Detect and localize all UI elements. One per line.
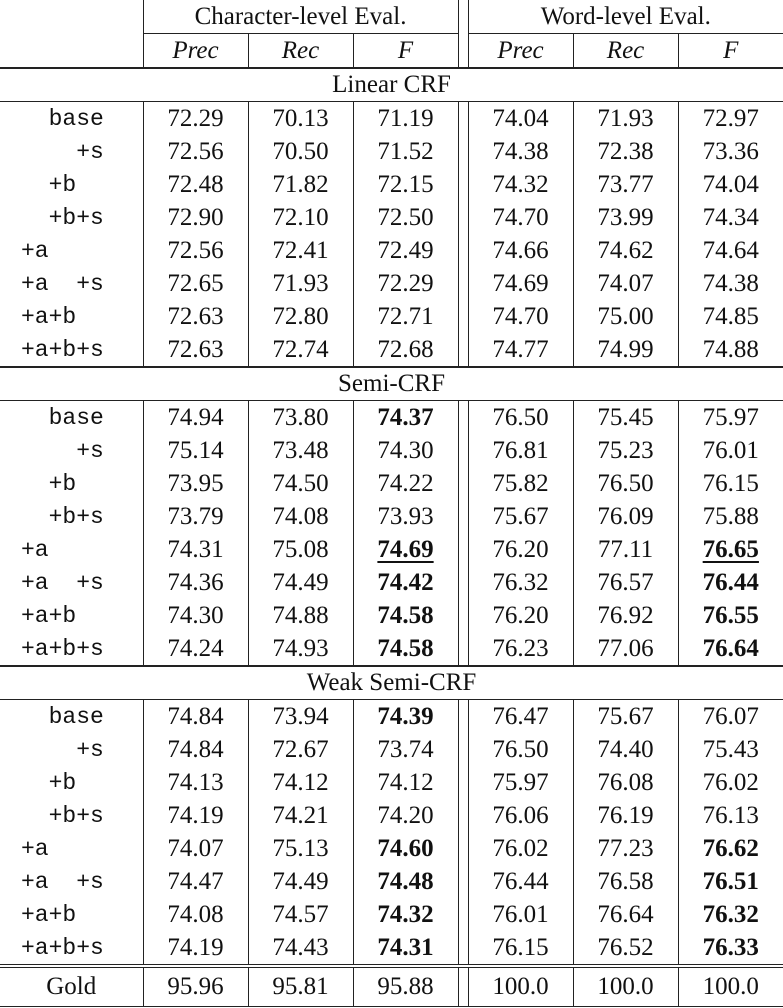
- word-level-header: Word-level Eval.: [540, 2, 711, 30]
- section-header-row: [0, 68, 783, 102]
- table-row: [0, 799, 783, 832]
- row-label: [0, 832, 143, 865]
- value-cell: 76.62: [678, 832, 783, 865]
- value-cell: 76.44: [492, 867, 549, 895]
- value-cell: 76.65: [678, 533, 783, 566]
- row-label: [0, 234, 143, 267]
- table-row: [0, 700, 783, 734]
- label-indent: [21, 770, 49, 796]
- row-label-text: +a+b+s: [21, 635, 104, 662]
- value-cell: 75.88: [678, 500, 783, 533]
- value-cell: 76.23: [492, 634, 549, 662]
- value-cell: 76.15: [492, 933, 549, 961]
- column-separator: [458, 434, 468, 467]
- value-cell: 76.06: [492, 801, 549, 829]
- value-cell: 74.30: [353, 434, 458, 467]
- gold-value-cell: 95.88: [353, 966, 458, 1007]
- value-cell: 74.32: [353, 898, 458, 931]
- row-label: [0, 566, 143, 599]
- row-label: [0, 599, 143, 632]
- column-separator: [458, 898, 468, 931]
- value-cell: 76.02: [678, 766, 783, 799]
- column-separator: [458, 799, 468, 832]
- value-cell: 70.50: [248, 135, 353, 168]
- table-row: [0, 766, 783, 799]
- column-separator: [458, 865, 468, 898]
- value-cell: 74.49: [248, 865, 353, 898]
- row-label-text: +s: [76, 138, 104, 165]
- value-cell: 74.88: [678, 333, 783, 367]
- table-row: [0, 832, 783, 865]
- gold-value-cell: 95.96: [143, 966, 248, 1007]
- label-indent: [21, 106, 49, 132]
- value-cell: 74.20: [353, 799, 458, 832]
- value-cell: 74.84: [143, 700, 248, 734]
- column-separator: [458, 267, 468, 300]
- row-label: [0, 898, 143, 931]
- value-cell: 71.93: [573, 102, 678, 136]
- row-label-text: +b: [48, 470, 77, 497]
- value-cell: 74.62: [573, 234, 678, 267]
- value-cell: 76.02: [492, 834, 549, 862]
- metric-header: Rec: [248, 34, 353, 69]
- value-cell: 74.34: [678, 201, 783, 234]
- value-cell: 74.24: [143, 632, 248, 666]
- row-label: [0, 500, 143, 533]
- value-cell: 76.92: [573, 599, 678, 632]
- column-separator: [458, 300, 468, 333]
- row-label: [0, 533, 143, 566]
- value-cell: 77.06: [573, 632, 678, 666]
- table-row: [0, 599, 783, 632]
- value-cell: 74.43: [248, 931, 353, 966]
- gold-value-cell: 100.0: [678, 966, 783, 1007]
- section-header-row: [0, 367, 783, 401]
- value-cell: 77.23: [573, 832, 678, 865]
- value-cell: 74.08: [248, 500, 353, 533]
- table-row: [0, 865, 783, 898]
- value-cell: 74.36: [143, 566, 248, 599]
- metric-header: F: [678, 34, 783, 69]
- table-row: [0, 201, 783, 234]
- value-cell: 76.01: [492, 900, 549, 928]
- row-label: [0, 201, 143, 234]
- value-cell: 74.22: [353, 467, 458, 500]
- value-cell: 71.52: [353, 135, 458, 168]
- section-title: Linear CRF: [0, 68, 783, 102]
- value-cell: 72.56: [143, 234, 248, 267]
- value-cell: 76.20: [492, 601, 549, 629]
- column-separator: [458, 832, 468, 865]
- table-row: [0, 168, 783, 201]
- value-cell: 74.64: [678, 234, 783, 267]
- value-cell: 71.82: [248, 168, 353, 201]
- value-cell: 74.40: [573, 733, 678, 766]
- row-label: [0, 333, 143, 367]
- value-cell: 74.84: [143, 733, 248, 766]
- value-cell: 77.11: [573, 533, 678, 566]
- column-separator: [458, 599, 468, 632]
- column-separator: [458, 234, 468, 267]
- column-separator: [458, 333, 468, 367]
- row-label-text: +a +s: [21, 569, 104, 596]
- row-label-text: +a: [21, 237, 49, 264]
- value-cell: 74.31: [353, 931, 458, 966]
- value-cell: 74.69: [492, 269, 549, 297]
- table-row: [0, 500, 783, 533]
- value-cell: 76.50: [492, 735, 549, 763]
- value-cell: 72.65: [143, 267, 248, 300]
- value-cell: 76.20: [492, 535, 549, 563]
- row-label: [0, 300, 143, 333]
- row-label: [0, 267, 143, 300]
- value-cell: 76.32: [678, 898, 783, 931]
- value-cell: 75.97: [678, 401, 783, 435]
- table-row: [0, 102, 783, 136]
- column-separator: [458, 733, 468, 766]
- table-row: [0, 234, 783, 267]
- value-cell: 74.85: [678, 300, 783, 333]
- value-cell: 74.94: [143, 401, 248, 435]
- value-cell: 72.56: [143, 135, 248, 168]
- column-separator: [458, 467, 468, 500]
- value-cell: 73.99: [573, 201, 678, 234]
- value-cell: 76.33: [678, 931, 783, 966]
- row-label: [0, 401, 143, 435]
- value-cell: 74.49: [248, 566, 353, 599]
- value-cell: 74.31: [143, 533, 248, 566]
- value-cell: 74.48: [353, 865, 458, 898]
- value-cell: 72.41: [248, 234, 353, 267]
- column-separator: [458, 533, 468, 566]
- value-cell: 74.08: [143, 898, 248, 931]
- section-header-row: [0, 666, 783, 700]
- row-label: [0, 865, 143, 898]
- value-cell: 76.01: [678, 434, 783, 467]
- value-cell: 76.64: [573, 898, 678, 931]
- value-cell: 74.60: [353, 832, 458, 865]
- table-row: [0, 898, 783, 931]
- value-cell: 72.10: [248, 201, 353, 234]
- table-row: [0, 333, 783, 367]
- table-row: [0, 632, 783, 666]
- row-label-text: +s: [76, 736, 104, 763]
- value-cell: 73.94: [248, 700, 353, 734]
- metric-header: F: [353, 34, 458, 69]
- value-cell: 75.45: [573, 401, 678, 435]
- table-row: [0, 467, 783, 500]
- value-cell: 76.58: [573, 865, 678, 898]
- table-row: [0, 434, 783, 467]
- value-cell: 73.77: [573, 168, 678, 201]
- value-cell: 72.29: [143, 102, 248, 136]
- table-row: [0, 135, 783, 168]
- row-label-text: +a: [21, 536, 49, 563]
- label-indent: [21, 737, 76, 763]
- value-cell: 74.37: [353, 401, 458, 435]
- value-cell: 70.13: [248, 102, 353, 136]
- value-cell: 75.67: [573, 700, 678, 734]
- value-cell: 76.32: [492, 568, 549, 596]
- value-cell: 74.13: [143, 766, 248, 799]
- value-cell: 75.00: [573, 300, 678, 333]
- metric-header: Rec: [573, 34, 678, 69]
- value-cell: 74.21: [248, 799, 353, 832]
- value-cell: 72.15: [353, 168, 458, 201]
- value-cell: 74.30: [143, 599, 248, 632]
- row-label-text: base: [48, 105, 104, 132]
- column-separator: [458, 766, 468, 799]
- value-cell: 76.13: [678, 799, 783, 832]
- value-cell: 75.67: [492, 502, 549, 530]
- label-indent: [21, 405, 49, 431]
- column-separator: [458, 700, 468, 734]
- value-cell: 74.70: [492, 302, 549, 330]
- label-indent: [21, 471, 49, 497]
- column-separator: [458, 632, 468, 666]
- row-label-text: +a +s: [21, 868, 104, 895]
- table-row: [0, 401, 783, 435]
- table-row: [0, 566, 783, 599]
- char-level-header: Character-level Eval.: [143, 0, 458, 34]
- column-separator: [458, 401, 468, 435]
- value-cell: 71.93: [248, 267, 353, 300]
- metric-header: Prec: [468, 34, 573, 69]
- row-label: [0, 733, 143, 766]
- row-label-text: +b+s: [48, 204, 104, 231]
- section-title: Semi-CRF: [0, 367, 783, 401]
- column-separator: [458, 135, 468, 168]
- value-cell: 76.50: [492, 403, 549, 431]
- row-label-text: +a+b: [21, 303, 77, 330]
- row-label-text: +b: [48, 769, 77, 796]
- value-cell: 74.58: [353, 632, 458, 666]
- value-cell: 73.74: [353, 733, 458, 766]
- value-cell: 72.49: [353, 234, 458, 267]
- row-label-text: base: [48, 404, 104, 431]
- column-separator: [458, 566, 468, 599]
- value-cell: 74.07: [573, 267, 678, 300]
- value-cell: 72.29: [353, 267, 458, 300]
- value-cell: 74.19: [143, 799, 248, 832]
- value-cell: 72.50: [353, 201, 458, 234]
- row-label: [0, 102, 143, 136]
- row-label-text: +b+s: [48, 802, 104, 829]
- value-cell: 76.19: [573, 799, 678, 832]
- value-cell: 76.08: [573, 766, 678, 799]
- value-cell: 76.52: [573, 931, 678, 966]
- table-row: [0, 267, 783, 300]
- value-cell: 74.04: [678, 168, 783, 201]
- section-title: Weak Semi-CRF: [0, 666, 783, 700]
- value-cell: 75.23: [573, 434, 678, 467]
- label-indent: [21, 504, 49, 530]
- value-cell: 72.71: [353, 300, 458, 333]
- value-cell: 76.64: [678, 632, 783, 666]
- value-cell: 73.80: [248, 401, 353, 435]
- value-cell: 76.51: [678, 865, 783, 898]
- value-cell: 76.81: [492, 436, 549, 464]
- table-row: [0, 931, 783, 966]
- value-cell: 74.38: [678, 267, 783, 300]
- row-label: [0, 434, 143, 467]
- row-label-text: +b: [48, 171, 77, 198]
- row-label: [0, 632, 143, 666]
- value-cell: 75.82: [492, 469, 549, 497]
- value-cell: 72.63: [143, 333, 248, 367]
- value-cell: 76.07: [678, 700, 783, 734]
- header-metric-row: [0, 34, 783, 69]
- value-cell: 75.13: [248, 832, 353, 865]
- value-cell: 72.67: [248, 733, 353, 766]
- column-separator: [458, 931, 468, 966]
- value-cell: 74.70: [492, 203, 549, 231]
- value-cell: 74.07: [143, 832, 248, 865]
- row-label-text: +a +s: [21, 270, 104, 297]
- row-label: [0, 700, 143, 734]
- value-cell: 74.88: [248, 599, 353, 632]
- value-cell: 74.32: [492, 170, 549, 198]
- row-label-text: +b+s: [48, 503, 104, 530]
- value-cell: 74.38: [492, 137, 549, 165]
- gold-value-cell: 95.81: [248, 966, 353, 1007]
- column-separator: [458, 500, 468, 533]
- label-indent: [21, 139, 76, 165]
- label-indent: [21, 438, 76, 464]
- value-cell: 75.97: [492, 768, 549, 796]
- gold-label: Gold: [0, 966, 143, 1007]
- gold-row: [0, 966, 783, 1007]
- value-cell: 73.48: [248, 434, 353, 467]
- value-cell: 76.47: [492, 702, 549, 730]
- row-label-text: +a+b: [21, 901, 77, 928]
- value-cell: 76.09: [573, 500, 678, 533]
- value-cell: 74.12: [353, 766, 458, 799]
- value-cell: 76.15: [678, 467, 783, 500]
- value-cell: 74.39: [353, 700, 458, 734]
- value-cell: 74.99: [573, 333, 678, 367]
- table-row: [0, 533, 783, 566]
- value-cell: 74.12: [248, 766, 353, 799]
- label-indent: [21, 704, 49, 730]
- table-row: [0, 733, 783, 766]
- metric-header: Prec: [143, 34, 248, 69]
- column-separator: [458, 201, 468, 234]
- value-cell: 76.50: [573, 467, 678, 500]
- value-cell: 72.68: [353, 333, 458, 367]
- row-label-text: +s: [76, 437, 104, 464]
- gold-value-cell: 100.0: [468, 966, 573, 1007]
- value-cell: 75.43: [678, 733, 783, 766]
- row-label-text: +a+b+s: [21, 934, 104, 961]
- value-cell: 74.50: [248, 467, 353, 500]
- value-cell: 74.93: [248, 632, 353, 666]
- value-cell: 76.57: [573, 566, 678, 599]
- value-cell: 73.93: [353, 500, 458, 533]
- row-label: [0, 467, 143, 500]
- label-indent: [21, 803, 49, 829]
- row-label: [0, 168, 143, 201]
- value-cell: 72.74: [248, 333, 353, 367]
- value-cell: 75.14: [143, 434, 248, 467]
- value-cell: 73.95: [143, 467, 248, 500]
- column-separator: [458, 102, 468, 136]
- row-label-text: +a+b+s: [21, 336, 104, 363]
- value-cell: 74.66: [492, 236, 549, 264]
- row-label: [0, 931, 143, 966]
- value-cell: 72.38: [573, 135, 678, 168]
- row-label: [0, 766, 143, 799]
- value-cell: 72.63: [143, 300, 248, 333]
- value-cell: 74.58: [353, 599, 458, 632]
- value-cell: 73.79: [143, 500, 248, 533]
- value-cell: 74.69: [353, 533, 458, 566]
- value-cell: 74.47: [143, 865, 248, 898]
- column-separator: [458, 966, 468, 1007]
- value-cell: 74.57: [248, 898, 353, 931]
- value-cell: 74.04: [492, 104, 549, 132]
- table-row: [0, 300, 783, 333]
- column-separator: [458, 168, 468, 201]
- value-cell: 73.36: [678, 135, 783, 168]
- label-indent: [21, 172, 49, 198]
- row-label-text: base: [48, 703, 104, 730]
- value-cell: 72.97: [678, 102, 783, 136]
- value-cell: 76.44: [678, 566, 783, 599]
- gold-value-cell: 100.0: [573, 966, 678, 1007]
- row-label: [0, 135, 143, 168]
- header-group-row: [0, 0, 783, 34]
- row-label: [0, 799, 143, 832]
- value-cell: 72.90: [143, 201, 248, 234]
- value-cell: 75.08: [248, 533, 353, 566]
- label-indent: [21, 205, 49, 231]
- value-cell: 71.19: [353, 102, 458, 136]
- value-cell: 72.80: [248, 300, 353, 333]
- value-cell: 74.19: [143, 931, 248, 966]
- row-label-text: +a: [21, 835, 49, 862]
- value-cell: 76.55: [678, 599, 783, 632]
- row-label-text: +a+b: [21, 602, 77, 629]
- value-cell: 72.48: [143, 168, 248, 201]
- value-cell: 74.77: [492, 335, 549, 363]
- value-cell: 74.42: [353, 566, 458, 599]
